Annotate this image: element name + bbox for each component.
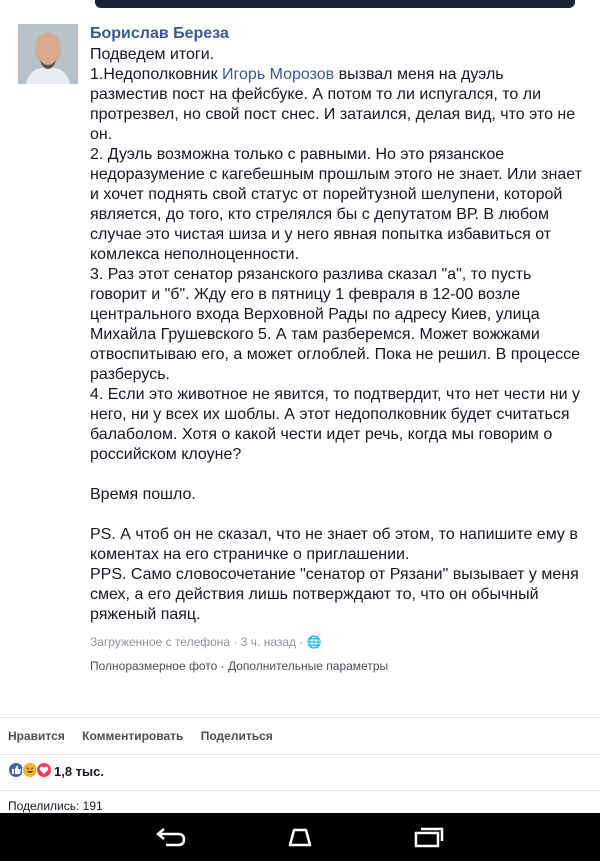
avatar-photo-icon [18, 24, 78, 84]
back-icon[interactable] [154, 825, 188, 849]
post-text [90, 45, 582, 625]
post-paragraph-3: 3. Раз этот сенатор рязанского разлива сказал "а", то пусть говорит и "б". Жду его в пятницу 1 февраля в 12-00 возле центрального входа Верховной Рады по адресу Киев, улица Михайла Грушевского 5. А там разберемся. Может вожжами отвоспитываю его, а может оглоблей. Пока не решил. В процессе разберусь. [90, 266, 580, 383]
share-button[interactable]: Поделиться [200, 729, 273, 743]
profile-link-igor-morozov[interactable]: Игорь Морозов [222, 66, 335, 83]
top-strip [0, 0, 600, 10]
spacer [90, 505, 582, 525]
post-ps: PS. А чтоб он не сказал, что не знает об этом, то напишите ему в коментах на его страничке о приглашении. [90, 526, 578, 563]
android-navigation-bar [0, 813, 600, 861]
upload-meta [90, 635, 322, 649]
p1-after-link: вызвал меня на дуэль разместив пост на фейсбуке. А потом то ли испугался, то ли протрезвел, но свой пост снес. И затаился, делая вид, что это не он. [90, 66, 576, 143]
love-reaction-icon [36, 762, 52, 778]
divider [0, 717, 600, 718]
post-paragraph-1 [90, 65, 582, 145]
comment-button[interactable]: Комментировать [82, 729, 184, 743]
post-pps: PPS. Само словосочетание "сенатор от Рязани" вызывает у меня смех, а его действия лишь потверждают то, что он обычный ряженый паяц. [90, 566, 579, 623]
photo-links [90, 659, 388, 673]
meta-separator: · [217, 659, 228, 673]
recent-apps-icon[interactable] [412, 825, 446, 849]
post-paragraph-5: Время пошло. [90, 486, 196, 503]
full-photo-link[interactable]: Полноразмерное фото [90, 659, 218, 673]
like-button[interactable]: Нравится [8, 729, 65, 743]
home-icon[interactable] [283, 825, 317, 849]
action-bar [8, 729, 287, 743]
post-paragraph-4: 4. Если это животное не явится, то подтвердит, что нет чести ни у него, ни у всех их шоблы. А этот недополковник будет считаться балаболом. Хотя о какой чести идет речь, когда мы говорим о российском клоуне? [90, 386, 581, 463]
divider [0, 754, 600, 755]
author-name[interactable]: Борислав Береза [90, 25, 229, 42]
previous-content-band [95, 0, 575, 8]
upload-meta-text: Загруженное с телефона · 3 ч. назад · [90, 635, 307, 649]
post-intro: Подведем итоги. [90, 46, 215, 63]
more-options-link[interactable]: Дополнительные параметры [227, 659, 389, 673]
divider [0, 790, 600, 791]
post-paragraph-2: 2. Дуэль возможна только с равными. Но это рязанское недоразумение с кагебешным прошлым этого не знает. Или знает и хочет поднять свой статус от порейтузной шелупени, которой является, до того, кто стрелялся бы с депутатом ВР. В любом случае это чистая шиза и у него явная попытка избавиться от комлекса неполноценности. [90, 146, 582, 263]
shares-count[interactable]: Поделились: 191 [8, 799, 103, 813]
p1-before-link: 1.Недополковник [90, 66, 223, 83]
globe-icon: 🌐 [306, 635, 322, 649]
reactions-count[interactable]: 1,8 тыс. [54, 764, 104, 779]
avatar[interactable] [18, 24, 78, 84]
spacer [90, 465, 582, 485]
